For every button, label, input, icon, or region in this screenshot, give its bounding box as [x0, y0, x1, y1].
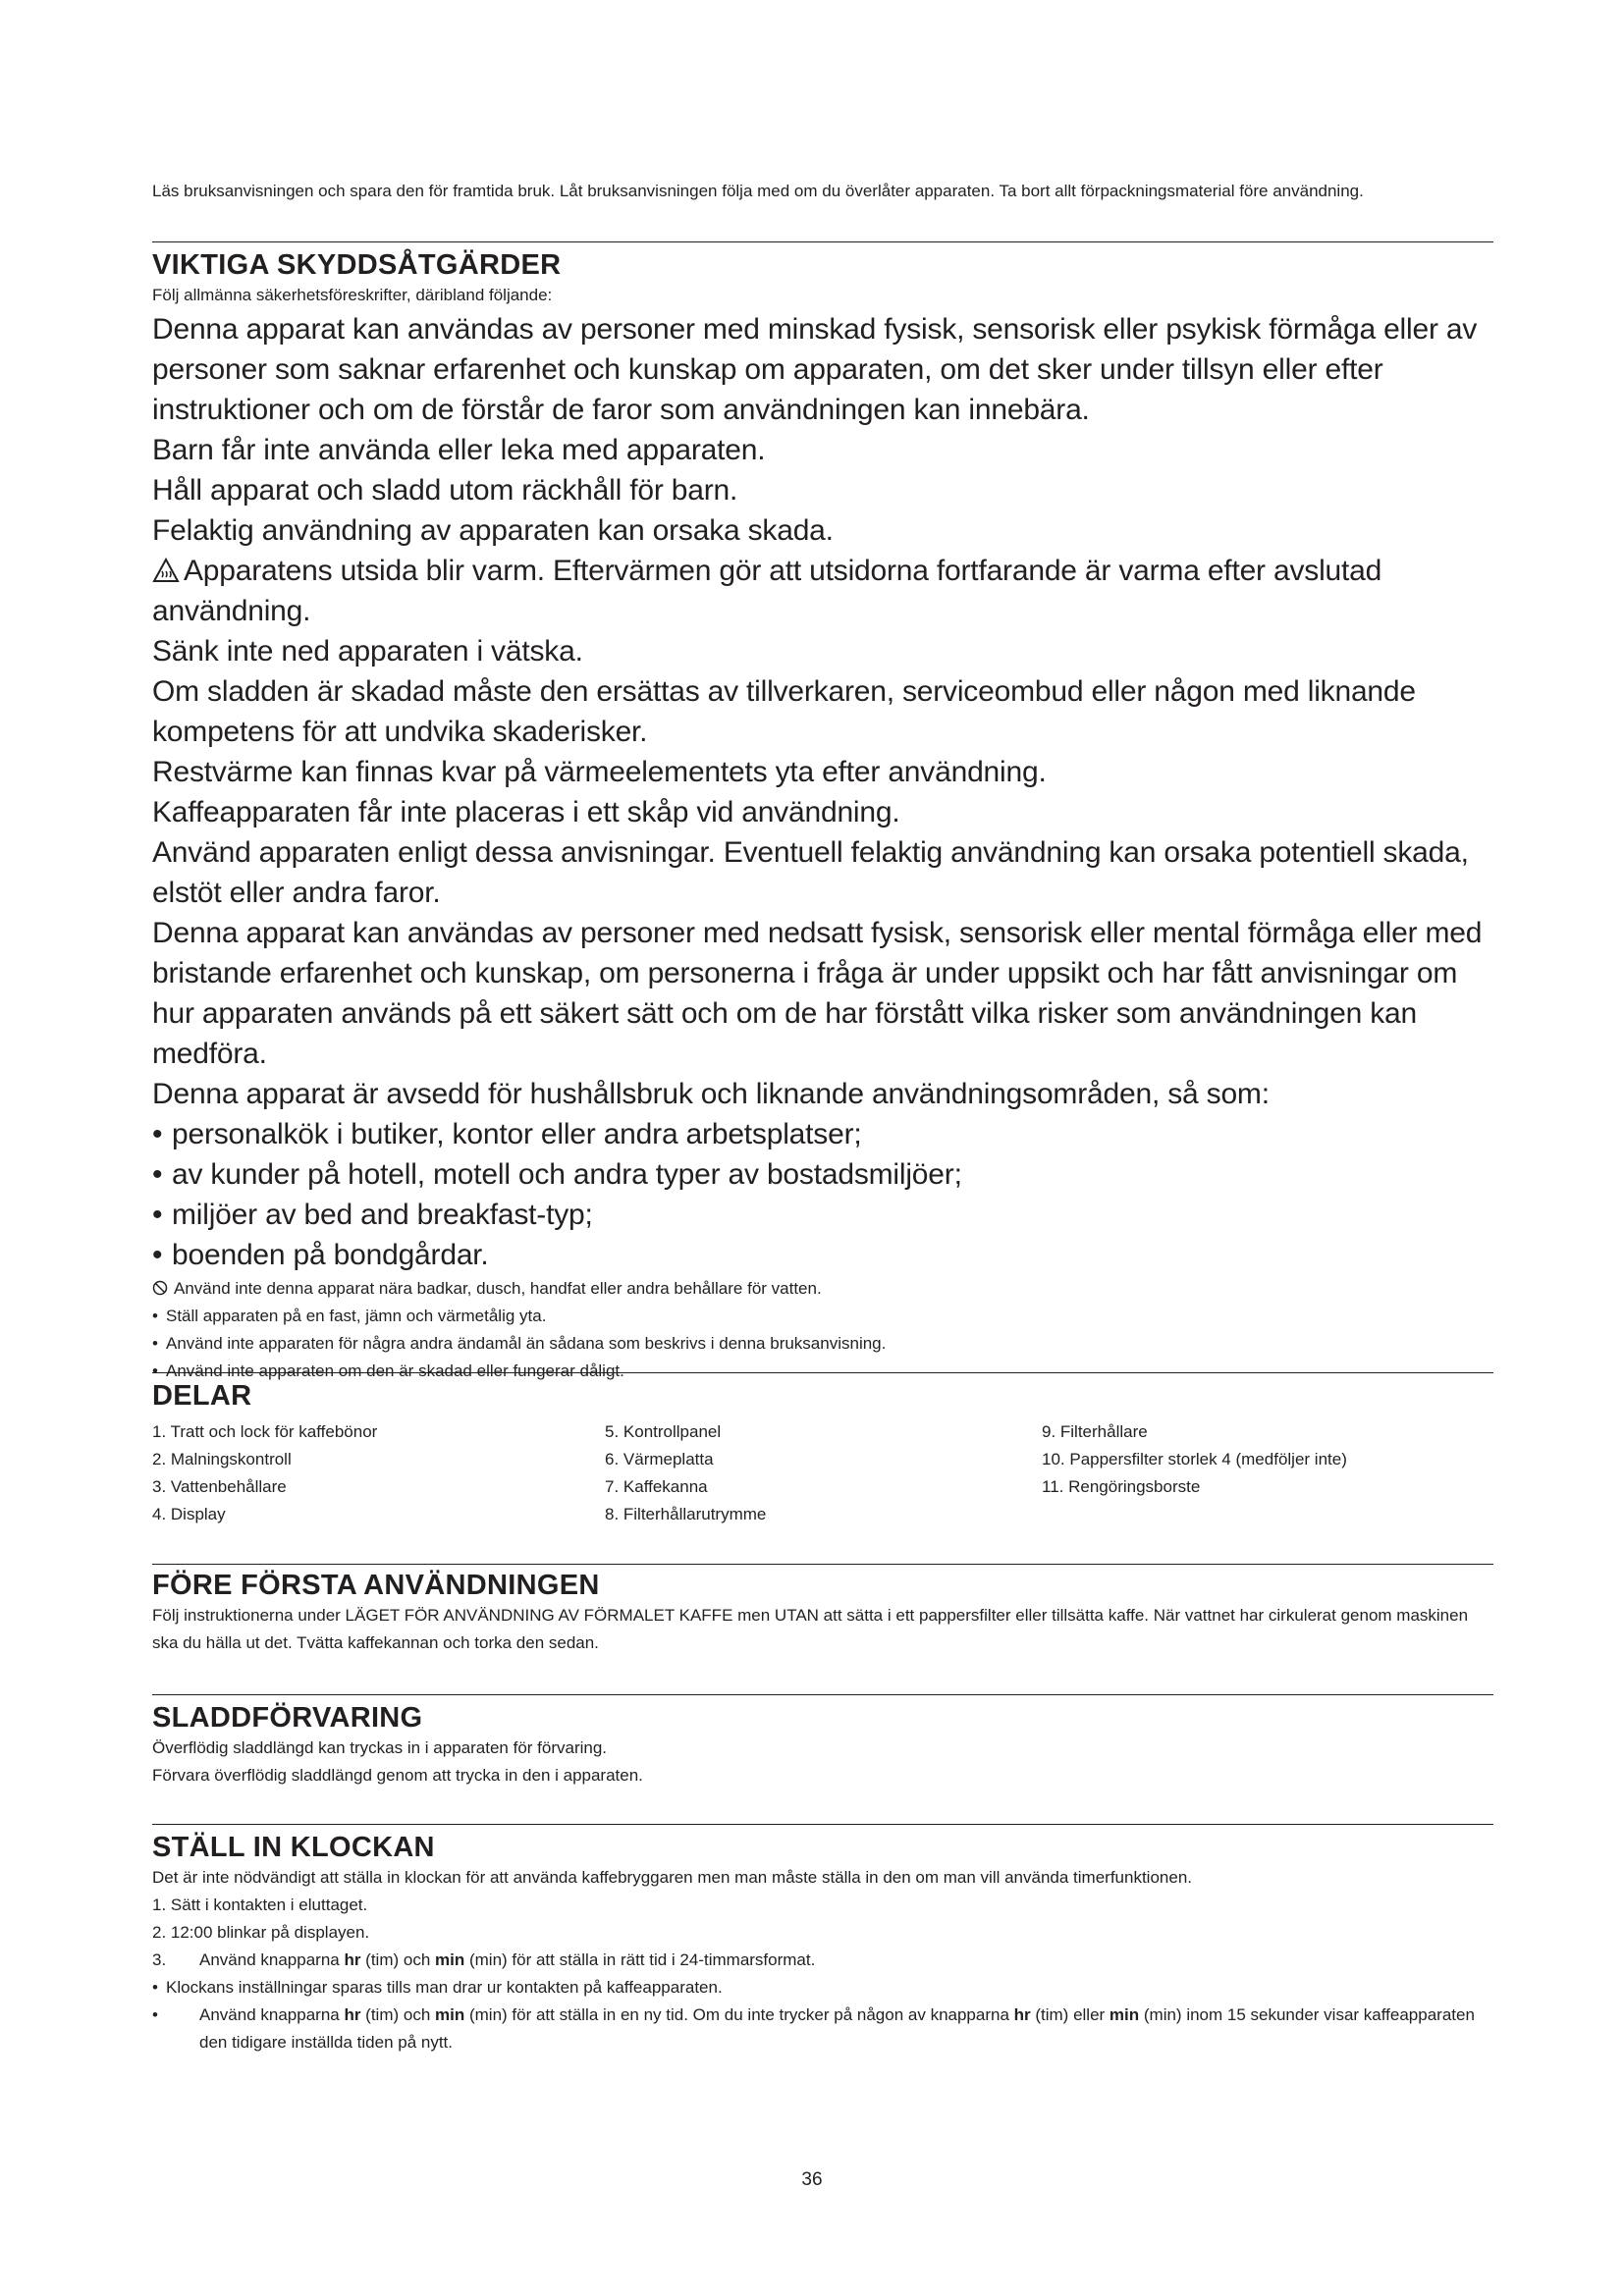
- safety-paragraph: Använd apparaten enligt dessa anvisningar. Eventuell felaktig användning kan orsaka potentiell skada, elstöt eller andra faror.: [152, 836, 1469, 909]
- first-use-text: Följ instruktionerna under LÄGET FÖR ANVÄNDNING AV FÖRMALET KAFFE men UTAN att sätta i ett pappersfilter eller tillsätta kaffe. När vattnet har cirkulerat genom maskinen ska du hälla ut det. Tvätta kaffekannan och torka den sedan.: [152, 1606, 1469, 1652]
- min-key-label: min: [435, 2005, 465, 2024]
- water-warning: [152, 1275, 1493, 1303]
- hot-surface-warning-icon: [152, 554, 180, 579]
- cord-line: Överflödig sladdlängd kan tryckas in i apparaten för förvaring.: [152, 1738, 608, 1757]
- safety-note-text: Använd inte apparaten för några andra ändamål än sådana som beskrivs i denna bruksanvisning.: [166, 1334, 887, 1353]
- safety-note: [152, 1303, 1493, 1330]
- parts-list: [152, 1418, 1493, 1528]
- hr-key-label: hr: [1013, 2005, 1031, 2024]
- safety-paragraph: Denna apparat kan användas av personer med nedsatt fysisk, sensorisk eller mental förmåga eller med bristande erfarenhet och kunskap, om personerna i fråga är under uppsikt och har fått anvisningar om hur apparaten används på ett säkert sätt och om de har förstått vilka risker som användningen kan medföra.: [152, 917, 1483, 1070]
- use-list-text: personalkök i butiker, kontor eller andra arbetsplatser;: [172, 1118, 862, 1150]
- use-list-item: [152, 1195, 1493, 1235]
- bullet: •: [152, 1158, 163, 1191]
- section-divider: [152, 1372, 1493, 1373]
- note-text: (min) för att ställa in en ny tid. Om du inte trycker på någon av knapparna: [464, 2005, 1014, 2024]
- clock-step: [152, 1947, 1493, 1974]
- bullet: •: [152, 1199, 163, 1231]
- safety-paragraph: Barn får inte använda eller leka med apparaten.: [152, 434, 766, 466]
- page-number: 36: [801, 2169, 823, 2190]
- clock-step: 2. 12:00 blinkar på displayen.: [152, 1923, 370, 1942]
- safety-note: [152, 1330, 1493, 1358]
- note-text: (tim) och: [360, 2005, 436, 2024]
- section-divider: [152, 1564, 1493, 1565]
- cord-title: SLADDFÖRVARING: [152, 1702, 423, 1734]
- cord-line: Förvara överflödig sladdlängd genom att trycka in den i apparaten.: [152, 1766, 643, 1785]
- water-warning-text: Använd inte denna apparat nära badkar, dusch, handfat eller andra behållare för vatten.: [174, 1279, 822, 1298]
- bullet: •: [152, 1307, 158, 1325]
- use-list-item: [152, 1154, 1493, 1195]
- first-use-title: FÖRE FÖRSTA ANVÄNDNINGEN: [152, 1570, 600, 1601]
- clock-step: 1. Sätt i kontakten i eluttaget.: [152, 1896, 368, 1914]
- step-text: (tim) och: [360, 1950, 436, 1969]
- part-item: 5. Kontrollpanel: [605, 1422, 722, 1441]
- no-water-icon: [152, 1277, 168, 1293]
- safety-paragraph: Denna apparat kan användas av personer med minskad fysisk, sensorisk eller psykisk förmåga eller av personer som saknar erfarenhet och kunskap om apparaten, om det sker under tillsyn eller efter instruktioner och om de förstår de faror som användningen kan innebära.: [152, 313, 1478, 426]
- part-item: 10. Pappersfilter storlek 4 (medföljer inte): [1042, 1450, 1347, 1468]
- min-key-label: min: [435, 1950, 465, 1969]
- bullet: •: [152, 1362, 158, 1380]
- part-item: 2. Malningskontroll: [152, 1450, 292, 1468]
- safety-paragraph: Felaktig användning av apparaten kan orsaka skada.: [152, 514, 834, 547]
- bullet: •: [152, 2005, 158, 2024]
- clock-intro: Det är inte nödvändigt att ställa in klockan för att använda kaffebryggaren men man måste ställa in den om man vill använda timerfunktionen.: [152, 1868, 1193, 1887]
- hr-key-label: hr: [344, 2005, 361, 2024]
- section-divider: [152, 1824, 1493, 1825]
- bullet: •: [152, 1239, 163, 1271]
- part-item: 9. Filterhållare: [1042, 1422, 1148, 1441]
- safety-title: VIKTIGA SKYDDSÅTGÄRDER: [152, 249, 562, 281]
- safety-paragraph: Denna apparat är avsedd för hushållsbruk och liknande användningsområden, så som:: [152, 1078, 1270, 1110]
- bullet: •: [152, 1334, 158, 1353]
- safety-paragraph: Sänk inte ned apparaten i vätska.: [152, 635, 583, 667]
- part-item: 1. Tratt och lock för kaffebönor: [152, 1422, 378, 1441]
- hr-key-label: hr: [344, 1950, 361, 1969]
- parts-column-3: [1042, 1418, 1347, 1528]
- use-list-text: miljöer av bed and breakfast-typ;: [172, 1199, 593, 1231]
- note-text: (tim) eller: [1030, 2005, 1110, 2024]
- part-item: 8. Filterhållarutrymme: [605, 1505, 767, 1523]
- part-item: 11. Rengöringsborste: [1042, 1477, 1201, 1496]
- clock-section: [152, 1824, 1493, 2056]
- step-number: 3.: [152, 1950, 167, 1969]
- safety-paragraph: Restvärme kan finnas kvar på värmeelementets yta efter användning.: [152, 756, 1047, 788]
- use-list-text: boenden på bondgårdar.: [172, 1239, 489, 1271]
- parts-section: [152, 1372, 1493, 1528]
- safety-note-text: Ställ apparaten på en fast, jämn och värmetålig yta.: [166, 1307, 547, 1325]
- safety-note-text: Använd inte apparaten om den är skadad eller fungerar dåligt.: [166, 1362, 624, 1380]
- clock-note: [152, 2002, 1493, 2056]
- use-list-item: [152, 1235, 1493, 1275]
- part-item: 6. Värmeplatta: [605, 1450, 714, 1468]
- safety-paragraph-hot-surface: [152, 551, 1493, 631]
- part-item: 4. Display: [152, 1505, 226, 1523]
- parts-title: DELAR: [152, 1380, 252, 1412]
- safety-section: [152, 241, 1493, 1385]
- bullet: •: [152, 1978, 158, 1997]
- safety-subtitle: Följ allmänna säkerhetsföreskrifter, däribland följande:: [152, 286, 553, 304]
- note-text: (min) inom 15 sekunder visar kaffeapparaten den tidigare inställda tiden på nytt.: [199, 2005, 1475, 2052]
- safety-paragraph: Om sladden är skadad måste den ersättas av tillverkaren, serviceombud eller någon med liknande kompetens för att undvika skaderisker.: [152, 675, 1416, 748]
- step-text: Använd knapparna: [199, 1950, 345, 1969]
- section-divider: [152, 1694, 1493, 1695]
- parts-column-2: [605, 1418, 1042, 1528]
- hot-surface-text: Apparatens utsida blir varm. Eftervärmen gör att utsidorna fortfarande är varma efter avslutad användning.: [152, 555, 1382, 627]
- safety-paragraph: Kaffeapparaten får inte placeras i ett skåp vid användning.: [152, 796, 900, 828]
- first-use-section: [152, 1564, 1493, 1657]
- intro-text: Läs bruksanvisningen och spara den för framtida bruk. Låt bruksanvisningen följa med om du överlåter apparaten. Ta bort allt förpackningsmaterial före användning.: [152, 182, 1364, 200]
- note-text: Använd knapparna: [199, 2005, 345, 2024]
- use-list-text: av kunder på hotell, motell och andra typer av bostadsmiljöer;: [172, 1158, 962, 1191]
- part-item: 3. Vattenbehållare: [152, 1477, 287, 1496]
- parts-column-1: [152, 1418, 605, 1528]
- clock-title: STÄLL IN KLOCKAN: [152, 1832, 435, 1863]
- cord-section: [152, 1694, 1493, 1789]
- step-text: (min) för att ställa in rätt tid i 24-timmarsformat.: [464, 1950, 816, 1969]
- bullet: •: [152, 1118, 163, 1150]
- clock-note-text: Klockans inställningar sparas tills man drar ur kontakten på kaffeapparaten.: [166, 1978, 723, 1997]
- clock-note: [152, 1974, 1493, 2002]
- min-key-label: min: [1109, 2005, 1140, 2024]
- section-divider: [152, 241, 1493, 242]
- part-item: 7. Kaffekanna: [605, 1477, 708, 1496]
- safety-paragraph: Håll apparat och sladd utom räckhåll för barn.: [152, 474, 738, 507]
- use-list-item: [152, 1114, 1493, 1154]
